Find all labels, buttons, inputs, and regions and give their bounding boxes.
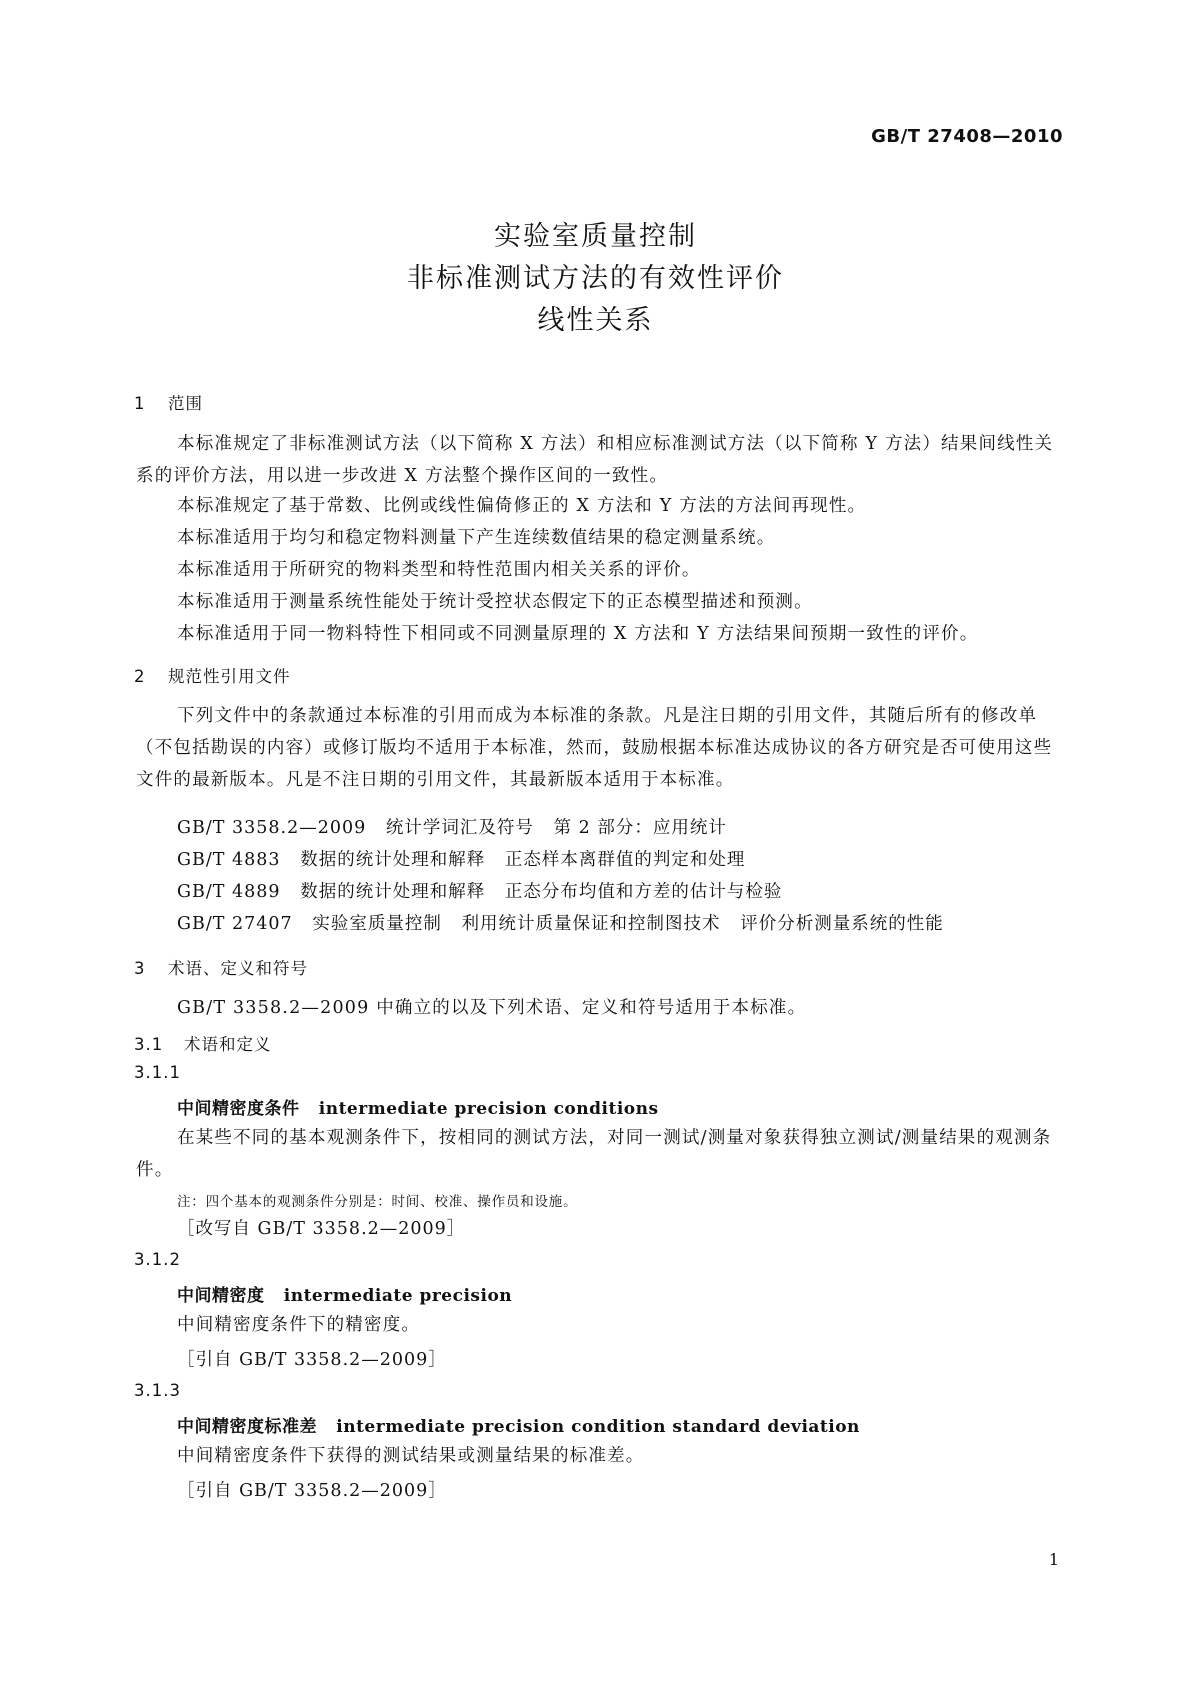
section-1-paragraph-4: 本标准适用于所研究的物料类型和特性范围内相关关系的评价。: [177, 560, 701, 580]
term-number: 3.1.1: [134, 1063, 181, 1082]
term-number: 3.1.3: [134, 1381, 181, 1400]
standard-code: GB/T 27408—2010: [871, 126, 1063, 147]
term-source: ［改写自 GB/T 3358.2—2009］: [177, 1219, 466, 1239]
section-1-paragraph-1: 本标准规定了非标准测试方法（以下简称 X 方法）和相应标准测试方法（以下简称 Y 方法）结果间线性关系的评价方法，用以进一步改进 X 方法整个操作区间的一致性。: [136, 434, 1054, 486]
title-line-2: 非标准测试方法的有效性评价: [407, 263, 784, 294]
page-number: 1: [1048, 1550, 1059, 1569]
section-title: 术语、定义和符号: [168, 959, 308, 978]
section-1-paragraph-6: 本标准适用于同一物料特性下相同或不同测量原理的 X 方法和 Y 方法结果间预期一致性的评价。: [177, 624, 979, 644]
term-source: ［引自 GB/T 3358.2—2009］: [177, 1350, 447, 1370]
term-definition: 中间精密度条件下获得的测试结果或测量结果的标准差。: [177, 1446, 645, 1466]
section-number: 3: [134, 959, 146, 978]
subsection-3-1-heading: [134, 1031, 272, 1055]
section-title: 范围: [168, 394, 203, 413]
title-line-3: 线性关系: [537, 305, 654, 336]
section-1-paragraph-3: 本标准适用于均匀和稳定物料测量下产生连续数值结果的稳定测量系统。: [177, 528, 776, 548]
reference-item: GB/T 4883 数据的统计处理和解释 正态样本离群值的判定和处理: [177, 850, 746, 870]
section-2-heading: [134, 663, 291, 687]
term-note: 注：四个基本的观测条件分别是：时间、校准、操作员和设施。: [177, 1194, 578, 1210]
section-number: 2: [134, 667, 146, 686]
term-english: intermediate precision: [283, 1286, 513, 1306]
reference-item: GB/T 3358.2—2009 统计学词汇及符号 第 2 部分：应用统计: [177, 818, 727, 838]
section-1-paragraph-5: 本标准适用于测量系统性能处于统计受控状态假定下的正态模型描述和预测。: [177, 592, 813, 612]
term-chinese: 中间精密度标准差: [177, 1417, 317, 1437]
section-1-paragraph-2: 本标准规定了基于常数、比例或线性偏倚修正的 X 方法和 Y 方法的方法间再现性。: [177, 496, 867, 516]
reference-item: GB/T 4889 数据的统计处理和解释 正态分布均值和方差的估计与检验: [177, 882, 783, 902]
term-heading: [177, 1094, 659, 1119]
title-line-1: 实验室质量控制: [494, 221, 697, 252]
term-english: intermediate precision conditions: [318, 1099, 659, 1119]
section-title: 规范性引用文件: [168, 667, 291, 686]
term-source: ［引自 GB/T 3358.2—2009］: [177, 1481, 447, 1501]
section-2-paragraph-1: 下列文件中的条款通过本标准的引用而成为本标准的条款。凡是注日期的引用文件，其随后所有的修改单（不包括勘误的内容）或修订版均不适用于本标准，然而，鼓励根据本标准达成协议的各方研究是否可使用这些文件的最新版本。凡是不注日期的引用文件，其最新版本适用于本标准。: [136, 706, 1053, 790]
reference-item: GB/T 27407 实验室质量控制 利用统计质量保证和控制图技术 评价分析测量系统的性能: [177, 914, 944, 934]
term-chinese: 中间精密度条件: [177, 1099, 300, 1119]
subsection-title: 术语和定义: [184, 1035, 272, 1054]
section-3-heading: [134, 955, 308, 979]
term-heading: [177, 1281, 512, 1306]
term-number: 3.1.2: [134, 1250, 181, 1269]
term-chinese: 中间精密度: [177, 1286, 265, 1306]
section-number: 1: [134, 394, 146, 413]
section-1-heading: [134, 390, 203, 414]
term-english: intermediate precision condition standard deviation: [336, 1417, 860, 1437]
term-definition: 中间精密度条件下的精密度。: [177, 1315, 421, 1335]
subsection-number: 3.1: [134, 1035, 164, 1054]
section-3-paragraph-1: GB/T 3358.2—2009 中确立的以及下列术语、定义和符号适用于本标准。: [177, 998, 807, 1018]
term-heading: [177, 1412, 860, 1437]
term-definition: 在某些不同的基本观测条件下，按相同的测试方法，对同一测试/测量对象获得独立测试/测量结果的观测条件。: [136, 1128, 1052, 1180]
